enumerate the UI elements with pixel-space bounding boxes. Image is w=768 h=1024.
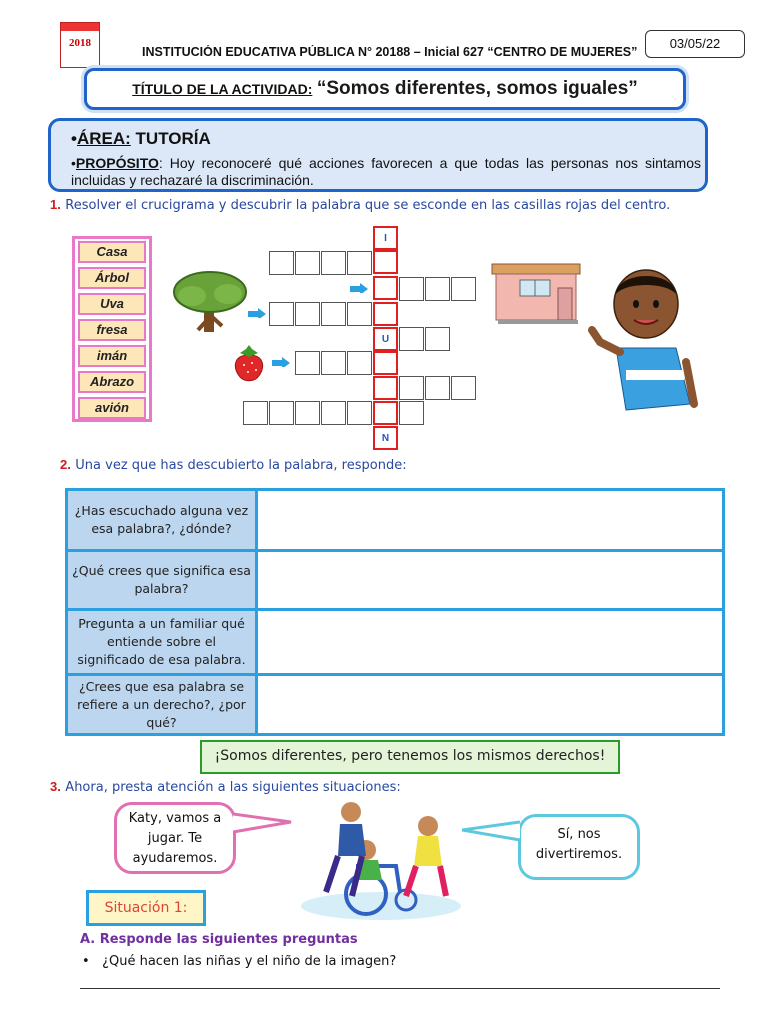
crossword-cell[interactable]	[373, 302, 398, 326]
answer-cell[interactable]	[261, 611, 722, 673]
word-item: Casa	[78, 241, 146, 263]
crossword-cell[interactable]	[295, 401, 320, 425]
table-row	[68, 491, 722, 552]
answer-cell[interactable]	[261, 491, 722, 549]
area-value: TUTORÍA	[135, 129, 211, 148]
boy-illustration	[586, 264, 702, 412]
activity-title-box	[84, 68, 686, 110]
table-row	[68, 611, 722, 676]
question-text: Resolver el crucigrama y descubrir la palabra que se esconde en las casillas rojas del centro.	[65, 198, 671, 213]
answer-line[interactable]	[80, 988, 720, 989]
crossword-cell[interactable]	[425, 327, 450, 351]
crossword-cell[interactable]	[373, 276, 398, 300]
crossword-cell[interactable]	[321, 351, 346, 375]
crossword-cell[interactable]	[243, 401, 268, 425]
section-a-heading: A. Responde las siguientes preguntas	[80, 932, 358, 947]
bullet-icon: •	[71, 155, 76, 171]
purpose-label: PROPÓSITO	[75, 155, 159, 171]
crossword-cell[interactable]: U	[373, 327, 398, 351]
question-2	[60, 456, 407, 474]
area-line	[71, 129, 211, 149]
crossword-cell[interactable]	[269, 251, 294, 275]
table-question: ¿Has escuchado alguna vez esa palabra?, ¿dónde?	[68, 491, 258, 549]
word-item: Abrazo	[78, 371, 146, 393]
house-icon	[488, 258, 584, 328]
crossword-cell[interactable]	[295, 251, 320, 275]
date-box: 03/05/22	[645, 30, 745, 58]
question-number: 3.	[50, 779, 61, 794]
crossword-cell[interactable]: N	[373, 426, 398, 450]
crossword-cell[interactable]	[373, 351, 398, 375]
arrow-right-icon	[248, 308, 266, 318]
speech-bubble-right: Sí, nos divertiremos.	[518, 814, 640, 880]
area-label: ÁREA:	[76, 129, 131, 148]
children-wheelchair-illustration	[296, 796, 466, 922]
bullet-question	[82, 954, 396, 969]
strawberry-icon	[230, 345, 268, 385]
crossword-cell[interactable]	[373, 401, 398, 425]
table-row	[68, 552, 722, 611]
word-item: Árbol	[78, 267, 146, 289]
bubble-tail-icon	[233, 812, 293, 836]
crossword-cell[interactable]	[399, 401, 424, 425]
crossword-cell[interactable]	[451, 376, 476, 400]
crossword-cell[interactable]	[399, 277, 424, 301]
situation-label: Situación 1:	[86, 890, 206, 926]
crossword-cell[interactable]	[399, 376, 424, 400]
answer-cell[interactable]	[261, 552, 722, 608]
tree-icon	[170, 268, 250, 338]
crossword-cell[interactable]: I	[373, 226, 398, 250]
crossword-cell[interactable]	[347, 401, 372, 425]
crossword-cell[interactable]	[347, 351, 372, 375]
crossword-cell[interactable]	[373, 250, 398, 274]
crossword-cell[interactable]	[321, 302, 346, 326]
crossword-cell[interactable]	[347, 302, 372, 326]
word-item: avión	[78, 397, 146, 419]
rights-banner: ¡Somos diferentes, pero tenemos los mismos derechos!	[200, 740, 620, 774]
area-box	[48, 118, 708, 192]
word-item: Uva	[78, 293, 146, 315]
word-item: imán	[78, 345, 146, 367]
institution-name: INSTITUCIÓN EDUCATIVA PÚBLICA N° 20188 – Inicial 627 “CENTRO DE MUJERES”	[142, 45, 638, 59]
question-number: 2.	[60, 457, 71, 472]
purpose-line	[71, 155, 701, 189]
arrow-right-icon	[350, 283, 368, 293]
word-item: fresa	[78, 319, 146, 341]
questions-table	[65, 488, 725, 736]
logo-text: 2018	[69, 37, 91, 49]
crossword-cell[interactable]	[425, 376, 450, 400]
crossword-cell[interactable]	[269, 302, 294, 326]
table-question: ¿Crees que esa palabra se refiere a un derecho?, ¿por qué?	[68, 676, 258, 733]
crossword-cell[interactable]	[321, 251, 346, 275]
bullet-icon: •	[82, 954, 103, 969]
question-number: 1.	[50, 197, 61, 212]
question-3	[50, 778, 401, 796]
school-logo	[60, 22, 100, 68]
word-list	[72, 236, 152, 422]
crossword-cell[interactable]	[451, 277, 476, 301]
crossword-cell[interactable]	[295, 302, 320, 326]
crossword-cell[interactable]	[399, 327, 424, 351]
answer-cell[interactable]	[261, 676, 722, 733]
question-text: Ahora, presta atención a las siguientes situaciones:	[65, 780, 401, 795]
crossword-cell[interactable]	[295, 351, 320, 375]
table-row	[68, 676, 722, 733]
speech-bubble-left: Katy, vamos a jugar. Te ayudaremos.	[114, 802, 236, 874]
question-text: Una vez que has descubierto la palabra, responde:	[75, 458, 407, 473]
question-1	[50, 196, 670, 214]
crossword-cell[interactable]	[269, 401, 294, 425]
table-question: ¿Qué crees que significa esa palabra?	[68, 552, 258, 608]
activity-title: “Somos diferentes, somos iguales”	[316, 78, 638, 99]
bullet-icon: •	[71, 129, 77, 148]
crossword-cell[interactable]	[373, 376, 398, 400]
purpose-text: : Hoy reconoceré qué acciones favorecen a que todas las personas nos sintamos incluidas y rechazaré la discriminación.	[71, 155, 701, 188]
crossword-cell[interactable]	[321, 401, 346, 425]
bullet-question-text: ¿Qué hacen las niñas y el niño de la imagen?	[102, 954, 397, 969]
activity-label: TÍTULO DE LA ACTIVIDAD:	[132, 81, 313, 97]
bubble-tail-icon	[462, 820, 522, 844]
crossword-cell[interactable]	[347, 251, 372, 275]
table-question: Pregunta a un familiar qué entiende sobre el significado de esa palabra.	[68, 611, 258, 673]
crossword-cell[interactable]	[425, 277, 450, 301]
arrow-right-icon	[272, 357, 290, 367]
